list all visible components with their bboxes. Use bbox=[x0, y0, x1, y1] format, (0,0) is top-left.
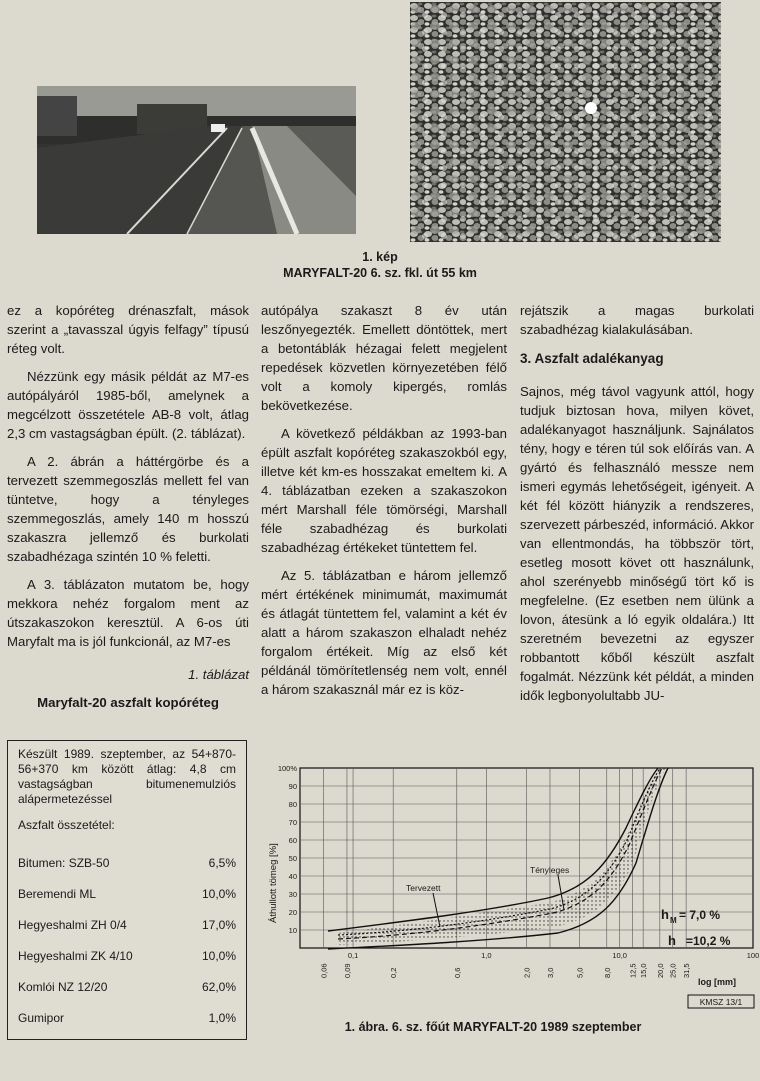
row-name: Hegyeshalmi ZH 0/4 bbox=[18, 918, 127, 932]
stamp-text: KMSZ 13/1 bbox=[699, 997, 743, 1007]
asphalt-texture-photo bbox=[410, 2, 721, 242]
photo-caption: MARYFALT-20 6. sz. fkl. út 55 km bbox=[283, 266, 477, 280]
x-sieve-label: 0,09 bbox=[342, 963, 352, 978]
highway-photo bbox=[37, 86, 356, 234]
table-row bbox=[18, 972, 236, 1003]
x-sieve-label: 0,06 bbox=[319, 963, 329, 978]
x-sieve-label: 15,0 bbox=[639, 963, 649, 978]
x-decade-label: 100 bbox=[746, 951, 760, 960]
section-heading: 3. Aszfalt adalékanyag bbox=[520, 351, 664, 366]
table-label: 1. táblázat bbox=[188, 667, 249, 682]
y-tick-label: 70 bbox=[288, 818, 297, 827]
y-tick-label: 100% bbox=[277, 764, 297, 773]
x-sieve-label: 31,5 bbox=[682, 963, 692, 978]
text-column-2 bbox=[261, 301, 507, 708]
x-sieve-label: 0,2 bbox=[389, 967, 399, 978]
grading-curve-chart bbox=[258, 763, 760, 1018]
row-value: 6,5% bbox=[208, 856, 236, 870]
text-column-1 bbox=[7, 301, 249, 721]
label-actual: Tényleges bbox=[530, 865, 570, 875]
highway-photo-image bbox=[37, 86, 356, 234]
x-sieve-label: 0,6 bbox=[452, 967, 462, 978]
table-row bbox=[18, 1003, 236, 1034]
y-tick-label: 20 bbox=[288, 908, 297, 917]
x-decade-label: 10,0 bbox=[612, 951, 627, 960]
band-area bbox=[338, 768, 666, 945]
row-name: Beremendi ML bbox=[18, 887, 97, 901]
composition-table bbox=[7, 740, 247, 1040]
y-tick-label: 80 bbox=[288, 800, 297, 809]
hm-value: = 7,0 % bbox=[679, 908, 721, 922]
table-title: Maryfalt-20 aszfalt kopóréteg bbox=[37, 695, 219, 710]
x-sieve-label: 20,0 bbox=[655, 963, 665, 978]
row-value: 1,0% bbox=[208, 1011, 236, 1025]
col1-paragraph-1: ez a kopóréteg drénaszfalt, mások szerint a „tavasszal úgyis felfagy” típusú réteg volt. bbox=[7, 303, 249, 356]
hm-symbol: h bbox=[661, 907, 669, 922]
photo-number: 1. kép bbox=[362, 250, 398, 264]
x-sieve-label: 25,0 bbox=[668, 963, 678, 978]
y-tick-label: 50 bbox=[288, 854, 297, 863]
col3-paragraph-1: rejátszik a magas burkolati szabadhézag kialakulásában. bbox=[520, 303, 754, 337]
row-value: 10,0% bbox=[201, 949, 236, 963]
x-sieve-label: 8,0 bbox=[602, 967, 612, 978]
y-axis-label: Áthullott tömeg [%] bbox=[268, 843, 279, 923]
col1-paragraph-2: Nézzünk egy másik példát az M7-es autópályáról 1985-ből, amelynek a megcélzott összetétele AB-8 volt, átlag 2,3 cm vastagságban épült. (2. táblázat). bbox=[7, 369, 249, 441]
y-tick-label: 60 bbox=[288, 836, 297, 845]
col1-paragraph-4: A 3. táblázaton mutatom be, hogy mekkora nehéz forgalom ment az útszakaszokon keresztül. A 6-os úti Maryfalt ma is jól funkcionál, az M7-es bbox=[7, 577, 249, 649]
text-column-3 bbox=[520, 301, 754, 714]
table-row bbox=[18, 910, 236, 941]
col2-paragraph-3: Az 5. táblázatban e három jellemző mért értékének minimumát, maximumát és átlagát tüntettem fel, valamint a két év alatt a három szakaszon elhaladt nehéz forgalom értékeit. Míg az első két példánál tömörítetlenség nem volt, ennél a három szakasznál már ez is köz- bbox=[261, 568, 507, 697]
grading-curve-figure bbox=[258, 763, 760, 1018]
row-value: 17,0% bbox=[201, 918, 236, 932]
h-symbol: h bbox=[668, 933, 676, 948]
col3-paragraph-2: Sajnos, még távol vagyunk attól, hogy tudjuk biztosan hova, milyen követ, adalékanyagot használjunk. Sajnálatos tény, hogy e téren túl sok előírás van. A gyártó és felhasználó messze nem ismeri egymás lehetőségeit, igényeit. A két fél között hiányzik a rendszeres, szervezett párbeszéd, információ. Akkor van ellentmondás, ha többször tört, esetleg mosott követ ott használunk, ahol szerényebb minőségű tört kő is megfelelne. (Ez esetben nem ülünk a lovon, átesünk a ló egyik oldalára.) Itt szeretném bevezetni az egyszer robbantott kőből készült aszfalt fogalmát. Nézzünk két példát, a minden idők legbonyolultabb JU- bbox=[520, 384, 754, 703]
row-name: Komlói NZ 12/20 bbox=[18, 980, 108, 994]
table-row bbox=[18, 848, 236, 879]
x-sieve-label: 12,5 bbox=[628, 963, 638, 978]
x-axis-unit: log [mm] bbox=[698, 977, 736, 987]
table-row bbox=[18, 879, 236, 910]
x-sieve-labels bbox=[319, 963, 691, 978]
asphalt-texture-image bbox=[410, 2, 721, 242]
row-name: Bitumen: SZB-50 bbox=[18, 856, 110, 870]
h-value: =10,2 % bbox=[686, 934, 731, 948]
row-name: Gumipor bbox=[18, 1011, 65, 1025]
col1-paragraph-3: A 2. ábrán a háttérgörbe és a tervezett szemmegoszlás mellett fel van tüntetve, hogy a tényleges szemmegoszlás, amely 140 m hosszú szakaszra jellemző és burkolati szabadhézaga szintén 10 % feletti. bbox=[7, 454, 249, 564]
y-tick-label: 90 bbox=[288, 782, 297, 791]
row-name: Hegyeshalmi ZK 4/10 bbox=[18, 949, 133, 963]
row-value: 62,0% bbox=[201, 980, 236, 994]
x-sieve-label: 2,0 bbox=[522, 967, 532, 978]
y-tick-label: 30 bbox=[288, 890, 297, 899]
y-tick-label: 10 bbox=[288, 926, 297, 935]
table-header: Aszfalt összetétel: bbox=[18, 818, 115, 832]
x-decade-labels bbox=[348, 951, 759, 960]
figure-caption: 1. ábra. 6. sz. főút MARYFALT-20 1989 szeptember bbox=[344, 1020, 642, 1034]
col2-paragraph-1: autópálya szakaszt 8 év után leszőnyegezték. Emellett döntöttek, mert a betontáblák hézagai felett megjelent repedések közvetlen környezetében félő volt a komoly kipergés, romlás bekövetkezése. bbox=[261, 303, 507, 413]
col2-paragraph-2: A következő példákban az 1993-ban épült aszfalt kopóréteg szakaszokból egy, illetve két km-es hosszakat emeltem ki. A 4. táblázatban ezeken a szakaszokon mért Marshall féle tömörségi, Marshall féle szabadhézag és burkolati szabadhézag értékeket tüntettem fel. bbox=[261, 426, 507, 555]
x-decade-label: 0,1 bbox=[347, 951, 359, 960]
hm-subscript: M bbox=[670, 916, 677, 925]
x-sieve-label: 3,0 bbox=[545, 967, 555, 978]
row-value: 10,0% bbox=[201, 887, 236, 901]
label-planned: Tervezett bbox=[406, 883, 441, 893]
y-ticks bbox=[278, 764, 298, 935]
x-decade-label: 1,0 bbox=[481, 951, 492, 960]
x-sieve-label: 5,0 bbox=[575, 967, 585, 978]
table-description: Készült 1989. szeptember, az 54+870-56+370 km között átlag: 4,8 cm vastagságban bitumenemulziós alápermetezéssel bbox=[18, 747, 236, 806]
y-tick-label: 40 bbox=[288, 872, 297, 881]
table-row bbox=[18, 941, 236, 972]
